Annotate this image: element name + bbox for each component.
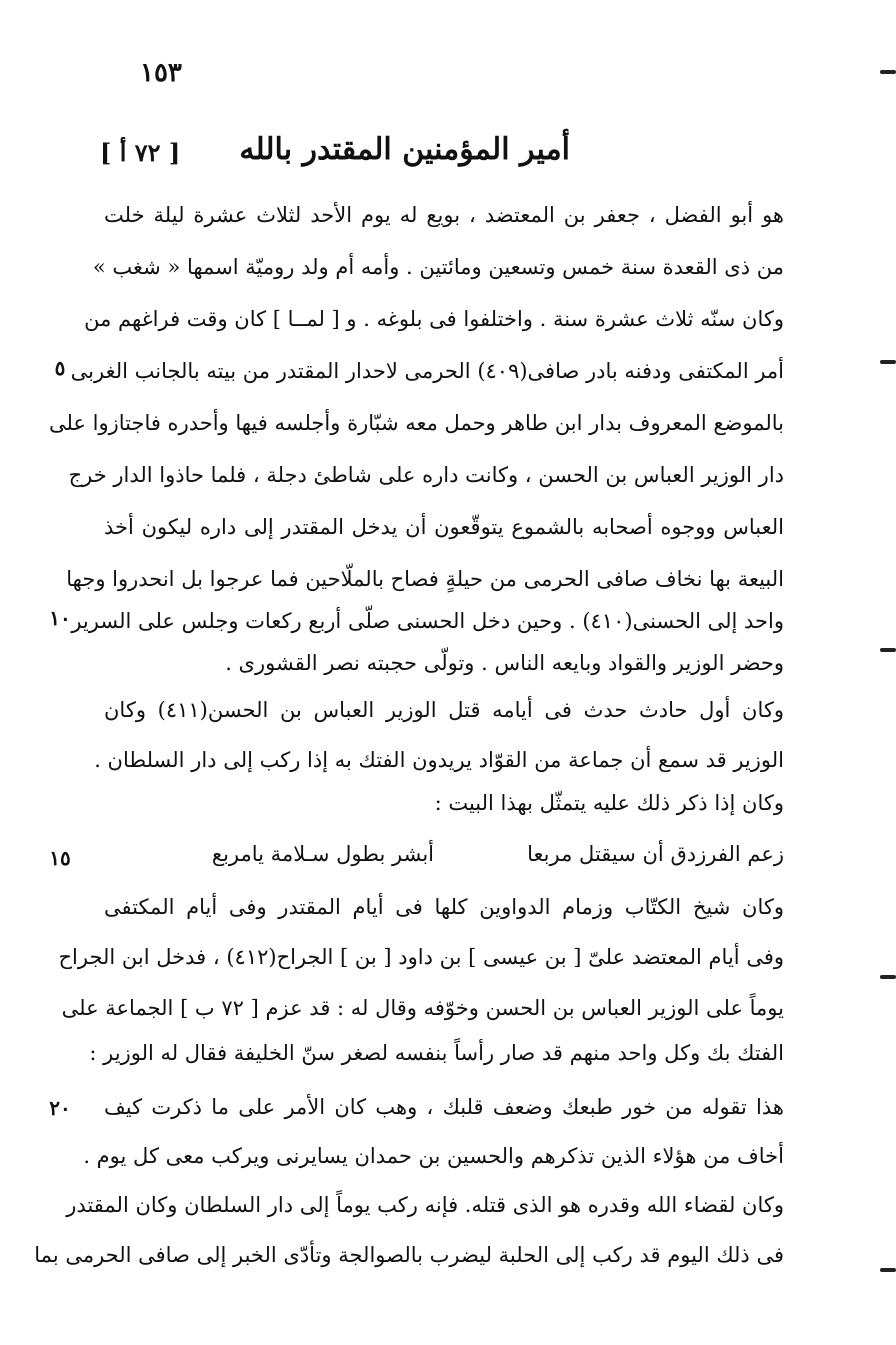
line-number: ٢٠ (49, 1096, 71, 1120)
scan-edge-mark (880, 70, 896, 74)
verse-second-hemistich: أبشر بطول سـلامة يامربع (211, 842, 434, 866)
text-line: بالموضع المعروف بدار ابن طاهر وحمل معه شبّارة وأجلسه فيها وأحدره فاجتازوا على (48, 411, 784, 435)
scan-edge-mark (880, 1268, 896, 1272)
scan-edge-mark (880, 975, 896, 979)
text-line: الوزير قد سمع أن جماعة من القوّاد يريدون الفتك به إذا ركب إلى دار السلطان . (94, 748, 784, 772)
page-number: ١٥٣ (140, 58, 182, 88)
verse-first-hemistich: زعم الفرزدق أن سيقتل مربعا (527, 842, 784, 866)
text-line: وفى أيام المعتضد علىّ [ بن عيسى ] بن داود [ بن ] الجراح(٤١٢) ، فدخل ابن الجراح (58, 945, 784, 969)
text-line: وكان شيخ الكتّاب وزمام الدواوين كلها فى أيام المقتدر وفى أيام المكتفى (104, 895, 784, 919)
text-line: الفتك بك وكل واحد منهم قد صار رأساً بنفسه لصغر سنّ الخليفة فقال له الوزير : (89, 1041, 784, 1065)
text-line: فى ذلك اليوم قد ركب إلى الحلبة ليضرب بالصوالجة وتأدّى الخبر إلى صافى الحرمى بما (34, 1243, 784, 1267)
text-line: وكان سنّه ثلاث عشرة سنة . واختلفوا فى بلوغه . و [ لمــا ] كان وقت فراغهم من (84, 307, 784, 331)
scan-edge-mark (880, 648, 896, 652)
text-line: العباس ووجوه أصحابه بالشموع يتوقّعون أن يدخل المقتدر إلى داره ليكون أخذ (104, 515, 784, 539)
text-line: وكان إذا ذكر ذلك عليه يتمثّل بهذا البيت : (434, 791, 784, 815)
text-line: هذا تقوله من خور طبعك وضعف قلبك ، وهب كان الأمر على ما ذكرت كيف (104, 1095, 784, 1119)
text-line: وكان لقضاء الله وقدره هو الذى قتله. فإنه ركب يوماً إلى دار السلطان وكان المقتدر (66, 1193, 784, 1217)
scan-edge-mark (880, 360, 896, 364)
text-line: واحد إلى الحسنى(٤١٠) . وحين دخل الحسنى صلّى أربع ركعات وجلس على السرير (71, 609, 784, 633)
text-line: البيعة بها نخاف صافى الحرمى من حيلةٍ فصاح بالملّاحين فما عرجوا بل انحدروا وجها (66, 567, 784, 591)
line-number: ٥ (54, 356, 66, 380)
text-line: من ذى القعدة سنة خمس وتسعين ومائتين . وأمه أم ولد روميّة اسمها « شغب » (92, 255, 784, 279)
folio-reference: [ ٧٢ أ ] (100, 138, 181, 167)
text-line: أخاف من هؤلاء الذين تذكرهم والحسين بن حمدان يسايرنى ويركب معى كل يوم . (83, 1144, 784, 1168)
line-number: ١٥ (49, 846, 71, 870)
page-header (100, 132, 570, 176)
verse-line (104, 842, 784, 872)
page-title: أمير المؤمنين المقتدر بالله (239, 132, 570, 167)
text-line: وكان أول حادث حدث فى أيامه قتل الوزير العباس بن الحسن(٤١١) وكان (104, 698, 785, 722)
text-line: وحضر الوزير والقواد وبايعه الناس . وتولّى حجبته نصر القشورى . (225, 651, 784, 675)
text-line: يوماً على الوزير العباس بن الحسن وخوّفه وقال له : قد عزم [ ٧٢ ب ] الجماعة على (61, 996, 784, 1020)
text-line: دار الوزير العباس بن الحسن ، وكانت داره على شاطئ دجلة ، فلما حاذوا الدار خرج (68, 463, 784, 487)
line-number: ١٠ (49, 606, 71, 630)
text-line: هو أبو الفضل ، جعفر بن المعتضد ، بويع له يوم الأحد لثلاث عشرة ليلة خلت (104, 203, 784, 227)
text-line: أمر المكتفى ودفنه بادر صافى(٤٠٩) الحرمى لاحدار المقتدر من بيته بالجانب الغربى (70, 359, 784, 383)
